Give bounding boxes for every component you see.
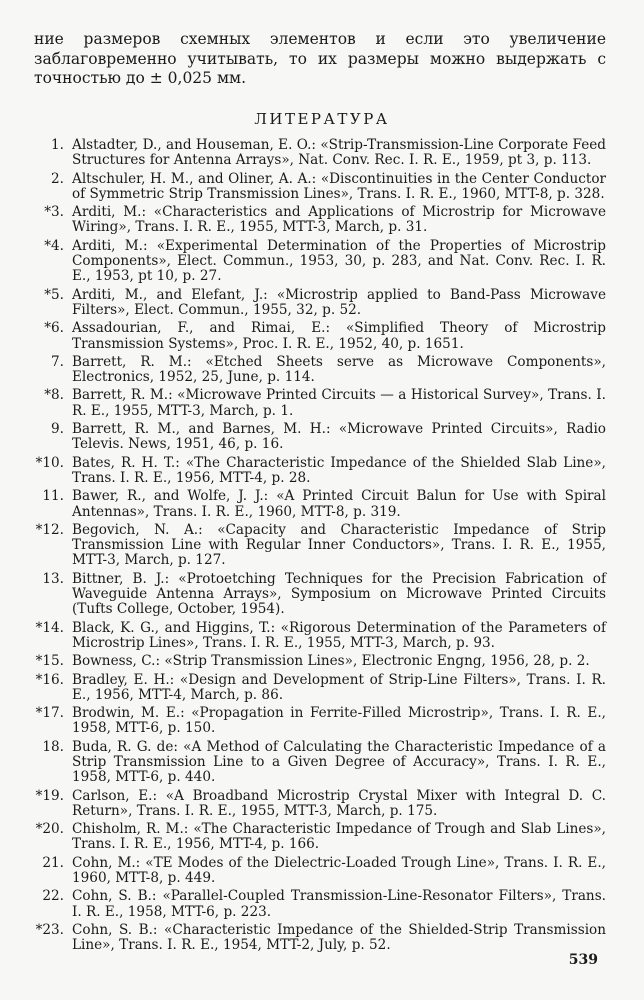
- reference-item: [28, 706, 606, 737]
- reference-text: Arditi, M.: «Characteristics and Applications of Microstrip for Microwave Wiring», Trans. I. R. E., 1955, MTT-3, March, p. 31.: [72, 204, 606, 236]
- reference-item: [28, 355, 606, 386]
- reference-item: [28, 422, 606, 453]
- reference-number: 21.: [42, 854, 64, 871]
- reference-text: Bittner, B. J.: «Protoetching Techniques for the Precision Fabrication of Waveguide Antenna Arrays», Symposium on Microwave Printed Circuits (Tufts College, October, 1954).: [72, 570, 606, 618]
- reference-number: *5.: [44, 286, 64, 303]
- reference-item: [28, 822, 606, 853]
- reference-item: [28, 572, 606, 618]
- page-number: 539: [568, 952, 598, 968]
- reference-text: Bradley, E. H.: «Design and Development of Strip-Line Filters», Trans. I. R. E., 1956, MTT-4, March, p. 86.: [72, 671, 606, 703]
- reference-item: [28, 239, 606, 285]
- reference-text: Barrett, R. M., and Barnes, M. H.: «Microwave Printed Circuits», Radio Televis. News, 1951, 46, p. 16.: [72, 421, 606, 453]
- reference-text: Alstadter, D., and Houseman, E. O.: «Strip-Transmission-Line Corporate Feed Structures for Antenna Arrays», Nat. Conv. Rec. I. R. E., 1959, pt 3, p. 113.: [72, 137, 606, 169]
- reference-item: [28, 321, 606, 352]
- reference-number: 22.: [42, 888, 64, 905]
- reference-text: Black, K. G., and Higgins, T.: «Rigorous Determination of the Parameters of Microstrip Lines», Trans. I. R. E., 1955, MTT-3, March, p. 93.: [72, 619, 606, 651]
- reference-item: [28, 388, 606, 419]
- reference-number: *14.: [35, 619, 64, 636]
- reference-item: [28, 654, 606, 669]
- reference-number: 2.: [51, 170, 64, 187]
- reference-item: [28, 205, 606, 236]
- reference-number: *23.: [35, 921, 64, 938]
- reference-text: Arditi, M.: «Experimental Determination of the Properties of Microstrip Components», Elect. Commun., 1953, 30, p. 283, and Nat. Conv. Rec. I. R. E., 1953, pt 10, p. 27.: [72, 237, 606, 285]
- reference-item: [28, 889, 606, 920]
- reference-item: [28, 138, 606, 169]
- reference-number: *17.: [35, 705, 64, 722]
- reference-text: Bowness, C.: «Strip Transmission Lines», Electronic Engng, 1956, 28, p. 2.: [72, 653, 590, 670]
- reference-text: Bawer, R., and Wolfe, J. J.: «A Printed Circuit Balun for Use with Spiral Antennas», Trans. I. R. E., 1960, MTT-8, p. 319.: [72, 488, 606, 520]
- reference-text: Carlson, E.: «A Broadband Microstrip Crystal Mixer with Integral D. C. Return», Trans. I. R. E., 1955, MTT-3, March, p. 175.: [72, 787, 606, 819]
- reference-number: 9.: [51, 421, 64, 438]
- reference-item: [28, 673, 606, 704]
- reference-item: [28, 856, 606, 887]
- reference-item: [28, 288, 606, 319]
- reference-item: [28, 523, 606, 569]
- reference-number: *15.: [35, 653, 64, 670]
- reference-text: Assadourian, F., and Rimai, E.: «Simplified Theory of Microstrip Transmission Systems», Proc. I. R. E., 1952, 40, p. 1651.: [72, 320, 606, 352]
- reference-text: Cohn, S. B.: «Parallel-Coupled Transmission-Line-Resonator Filters», Trans. I. R. E., 1958, MTT-6, p. 223.: [72, 888, 606, 920]
- reference-text: Barrett, R. M.: «Etched Sheets serve as Microwave Components», Electronics, 1952, 25, June, p. 114.: [72, 353, 606, 386]
- references-heading: ЛИТЕРАТУРА: [254, 110, 390, 128]
- reference-text: Barrett, R. M.: «Microwave Printed Circuits — a Historical Survey», Trans. I. R. E., 1955, MTT-3, March, p. 1.: [72, 387, 606, 419]
- intro-paragraph: ние размеров схемных элементов и если это увеличение заблаговременно учитывать, то их размеры можно выдержать с точностью до ± 0,025 мм.: [34, 30, 606, 87]
- reference-number: 11.: [42, 488, 64, 505]
- reference-number: *8.: [44, 387, 64, 404]
- reference-number: *4.: [44, 237, 64, 254]
- reference-text: Bates, R. H. T.: «The Characteristic Impedance of the Shielded Slab Line», Trans. I. R. E., 1956, MTT-4, p. 28.: [72, 454, 606, 486]
- reference-number: 13.: [42, 570, 64, 587]
- reference-text: Buda, R. G. de: «A Method of Calculating the Characteristic Impedance of a Strip Transmission Line to a Given Degree of Accuracy», Trans. I. R. E., 1958, MTT-6, p. 440.: [72, 738, 606, 786]
- reference-text: Brodwin, M. E.: «Propagation in Ferrite-Filled Microstrip», Trans. I. R. E., 1958, MTT-6, p. 150.: [72, 705, 606, 737]
- reference-number: *10.: [35, 454, 64, 471]
- reference-list: [28, 138, 606, 957]
- reference-text: Cohn, M.: «TE Modes of the Dielectric-Loaded Trough Line», Trans. I. R. E., 1960, MTT-8, p. 449.: [72, 854, 606, 887]
- reference-item: [28, 489, 606, 520]
- reference-number: 18.: [42, 738, 64, 755]
- reference-number: 7.: [51, 353, 64, 370]
- reference-item: [28, 172, 606, 203]
- reference-text: Arditi, M., and Elefant, J.: «Microstrip applied to Band-Pass Microwave Filters», Elect. Commun., 1955, 32, p. 52.: [72, 286, 606, 318]
- reference-item: [28, 456, 606, 487]
- reference-number: 1.: [51, 137, 64, 153]
- reference-item: [28, 789, 606, 820]
- reference-number: *16.: [35, 671, 64, 688]
- reference-item: [28, 740, 606, 786]
- reference-text: Altschuler, H. M., and Oliner, A. A.: «Discontinuities in the Center Conductor of Symmetric Strip Transmission Lines», Trans. I. R. E., 1960, MTT-8, p. 328.: [72, 170, 606, 202]
- reference-item: [28, 923, 606, 954]
- reference-number: *3.: [44, 204, 64, 221]
- reference-number: *12.: [35, 521, 64, 538]
- reference-text: Begovich, N. A.: «Capacity and Characteristic Impedance of Strip Transmission Line with Regular Inner Conductors», Trans. I. R. E., 1955, MTT-3, March, p. 127.: [72, 521, 606, 569]
- reference-number: *20.: [35, 821, 64, 838]
- reference-text: Chisholm, R. M.: «The Characteristic Impedance of Trough and Slab Lines», Trans. I. R. E., 1956, MTT-4, p. 166.: [72, 821, 606, 853]
- reference-item: [28, 621, 606, 652]
- reference-number: *19.: [35, 787, 64, 804]
- reference-number: *6.: [44, 320, 64, 337]
- reference-text: Cohn, S. B.: «Characteristic Impedance of the Shielded-Strip Transmission Line», Trans. I. R. E., 1954, MTT-2, July, p. 52.: [72, 921, 606, 954]
